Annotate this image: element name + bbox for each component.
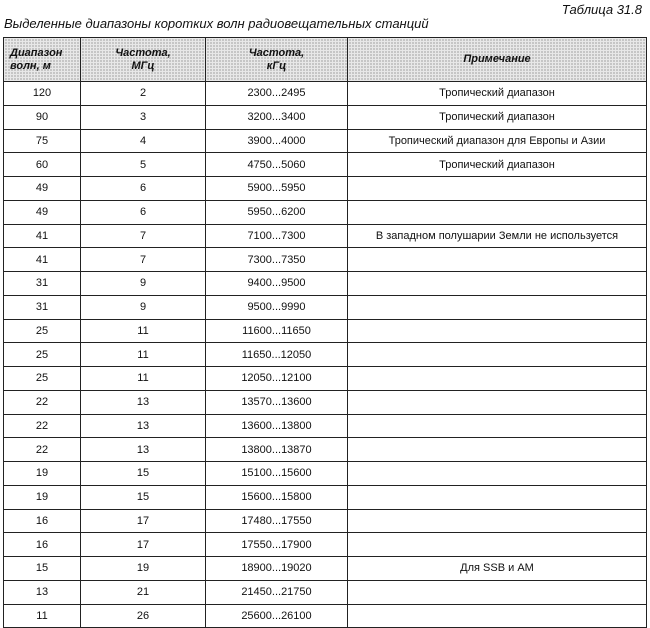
cell-band: 90 [4,105,81,129]
cell-frequency-mhz: 4 [81,129,206,153]
cell-frequency-khz: 13800...13870 [206,438,348,462]
cell-frequency-mhz: 3 [81,105,206,129]
header-row [4,38,647,82]
cell-note [348,390,647,414]
cell-note [348,343,647,367]
cell-band: 25 [4,319,81,343]
cell-band: 120 [4,82,81,106]
cell-frequency-khz: 5900...5950 [206,177,348,201]
cell-note [348,533,647,557]
cell-note: Тропический диапазон [348,153,647,177]
header-frequency-mhz: Частота, МГц [81,38,206,82]
cell-frequency-mhz: 19 [81,557,206,581]
table-row [4,248,647,272]
cell-frequency-khz: 3900...4000 [206,129,348,153]
cell-note [348,438,647,462]
cell-frequency-mhz: 6 [81,177,206,201]
table-row [4,390,647,414]
table-row [4,319,647,343]
cell-frequency-khz: 5950...6200 [206,200,348,224]
cell-note [348,580,647,604]
table-row [4,295,647,319]
cell-band: 22 [4,414,81,438]
cell-frequency-mhz: 21 [81,580,206,604]
cell-band: 25 [4,343,81,367]
table-row [4,272,647,296]
cell-band: 16 [4,533,81,557]
table-number: Таблица 31.8 [561,2,642,17]
cell-frequency-khz: 9500...9990 [206,295,348,319]
table-row [4,224,647,248]
table-row [4,129,647,153]
cell-note: Тропический диапазон [348,105,647,129]
cell-frequency-khz: 18900...19020 [206,557,348,581]
cell-frequency-mhz: 11 [81,343,206,367]
cell-frequency-khz: 7300...7350 [206,248,348,272]
cell-note [348,367,647,391]
cell-note: Тропический диапазон для Европы и Азии [348,129,647,153]
table-row [4,367,647,391]
cell-frequency-khz: 11600...11650 [206,319,348,343]
table-row [4,509,647,533]
cell-frequency-mhz: 17 [81,533,206,557]
cell-note [348,485,647,509]
cell-frequency-khz: 2300...2495 [206,82,348,106]
cell-band: 49 [4,200,81,224]
cell-band: 13 [4,580,81,604]
cell-band: 19 [4,462,81,486]
cell-frequency-khz: 25600...26100 [206,604,348,628]
table-row [4,177,647,201]
table-row [4,105,647,129]
cell-band: 31 [4,295,81,319]
table-row [4,343,647,367]
cell-note [348,200,647,224]
cell-frequency-mhz: 9 [81,272,206,296]
cell-band: 75 [4,129,81,153]
cell-band: 60 [4,153,81,177]
cell-frequency-khz: 15100...15600 [206,462,348,486]
cell-note [348,248,647,272]
cell-frequency-mhz: 5 [81,153,206,177]
cell-frequency-khz: 13600...13800 [206,414,348,438]
cell-note [348,604,647,628]
cell-band: 49 [4,177,81,201]
cell-frequency-mhz: 15 [81,485,206,509]
header-band: Диапазон волн, м [4,38,81,82]
cell-band: 41 [4,224,81,248]
cell-note: Для SSB и AM [348,557,647,581]
cell-frequency-khz: 17550...17900 [206,533,348,557]
header-note: Примечание [348,38,647,82]
cell-note: В западном полушарии Земли не используется [348,224,647,248]
cell-frequency-khz: 13570...13600 [206,390,348,414]
cell-frequency-khz: 15600...15800 [206,485,348,509]
table-row [4,462,647,486]
table-row [4,533,647,557]
table-row [4,438,647,462]
table-row [4,414,647,438]
table-row [4,557,647,581]
shortwave-bands-table [3,37,647,628]
cell-band: 11 [4,604,81,628]
cell-frequency-mhz: 26 [81,604,206,628]
table-title: Выделенные диапазоны коротких волн радиовещательных станций [4,16,429,31]
cell-note: Тропический диапазон [348,82,647,106]
cell-band: 19 [4,485,81,509]
cell-band: 22 [4,438,81,462]
cell-band: 41 [4,248,81,272]
cell-note [348,272,647,296]
cell-frequency-mhz: 6 [81,200,206,224]
cell-frequency-mhz: 7 [81,224,206,248]
cell-frequency-khz: 7100...7300 [206,224,348,248]
cell-note [348,509,647,533]
cell-note [348,295,647,319]
cell-frequency-khz: 9400...9500 [206,272,348,296]
table-row [4,153,647,177]
table-row [4,604,647,628]
table-row [4,580,647,604]
cell-frequency-khz: 11650...12050 [206,343,348,367]
cell-frequency-khz: 21450...21750 [206,580,348,604]
cell-frequency-mhz: 9 [81,295,206,319]
cell-frequency-mhz: 17 [81,509,206,533]
cell-frequency-mhz: 13 [81,438,206,462]
cell-frequency-mhz: 11 [81,319,206,343]
cell-frequency-mhz: 13 [81,390,206,414]
cell-band: 22 [4,390,81,414]
table-row [4,200,647,224]
cell-frequency-mhz: 13 [81,414,206,438]
cell-frequency-khz: 12050...12100 [206,367,348,391]
table-row [4,485,647,509]
cell-frequency-khz: 17480...17550 [206,509,348,533]
table-row [4,82,647,106]
cell-frequency-mhz: 11 [81,367,206,391]
cell-frequency-mhz: 15 [81,462,206,486]
cell-band: 31 [4,272,81,296]
cell-note [348,177,647,201]
cell-frequency-khz: 3200...3400 [206,105,348,129]
cell-frequency-mhz: 2 [81,82,206,106]
cell-note [348,319,647,343]
cell-band: 16 [4,509,81,533]
header-frequency-khz: Частота, кГц [206,38,348,82]
cell-note [348,414,647,438]
cell-note [348,462,647,486]
cell-frequency-khz: 4750...5060 [206,153,348,177]
cell-band: 15 [4,557,81,581]
cell-frequency-mhz: 7 [81,248,206,272]
cell-band: 25 [4,367,81,391]
